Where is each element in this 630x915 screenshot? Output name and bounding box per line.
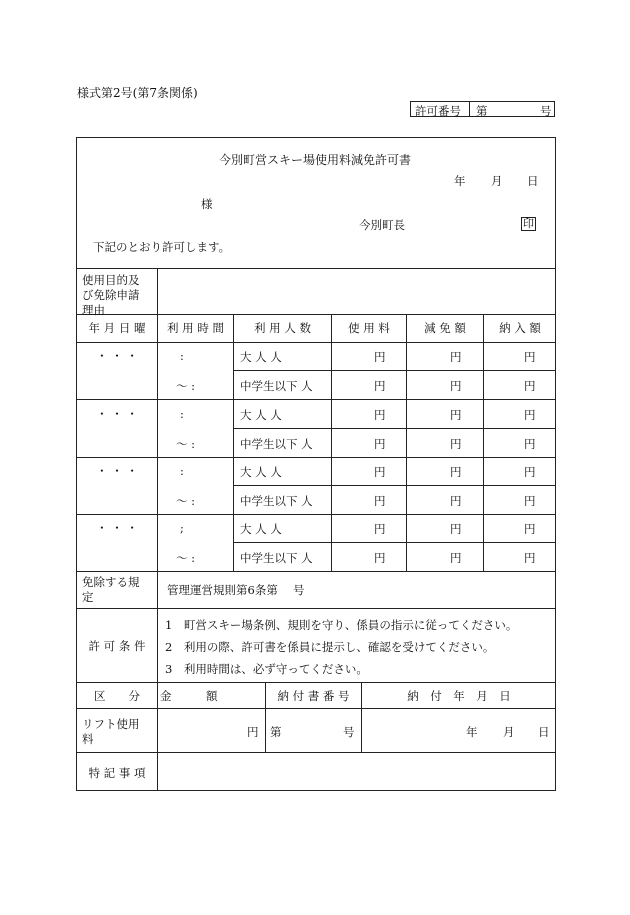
table-rule <box>233 370 556 371</box>
table-rule <box>331 314 332 571</box>
usage-start-time: : <box>180 349 184 363</box>
table-rule <box>76 571 556 572</box>
yen-unit: 円 <box>450 379 462 393</box>
receipt-suffix: 号 <box>343 725 355 739</box>
table-rule <box>76 752 556 753</box>
condition-item: 1 町営スキー場条例、規則を守り、係員の指示に従ってください。 <box>165 618 518 632</box>
yen-unit: 円 <box>450 465 462 479</box>
yen-unit: 円 <box>374 551 386 565</box>
table-rule <box>76 608 556 609</box>
usage-date: ・ ・ ・ <box>96 349 138 363</box>
table-rule <box>233 428 556 429</box>
col-header-persons: 利 用 人 数 <box>254 321 311 335</box>
payment-col-amount: 金 額 <box>160 689 218 703</box>
table-rule <box>76 457 556 458</box>
issuer-name: 今別町長 <box>359 218 405 232</box>
notice-body: 下記のとおり許可します。 <box>93 240 231 254</box>
col-header-date: 年 月 日 曜 <box>88 321 146 335</box>
payment-col-category: 区 分 <box>94 689 140 703</box>
addressee-suffix: 様 <box>201 197 213 211</box>
paid-date-day: 日 <box>538 725 550 739</box>
table-rule <box>76 708 556 709</box>
yen-unit: 円 <box>374 522 386 536</box>
payment-col-receipt: 納 付 書 番 号 <box>277 689 350 703</box>
conditions-label: 許 可 条 件 <box>88 639 146 653</box>
usage-end-time: ～ : <box>176 437 196 451</box>
lift-fee-label: 料 <box>82 732 94 746</box>
lift-fee-label: リフト使用 <box>82 717 140 731</box>
table-rule <box>157 268 158 791</box>
paid-date-month: 月 <box>503 725 515 739</box>
exemption-label: 定 <box>82 590 94 604</box>
permit-number-suffix: 号 <box>540 104 552 118</box>
yen-unit: 円 <box>524 551 536 565</box>
notice-date-month: 月 <box>491 174 503 188</box>
yen-unit: 円 <box>450 522 462 536</box>
usage-adult-count: 大 人 人 <box>240 465 282 479</box>
permit-number-label: 許可番号 <box>415 104 461 118</box>
yen-unit: 円 <box>450 551 462 565</box>
yen-unit: 円 <box>374 437 386 451</box>
yen-unit: 円 <box>450 408 462 422</box>
usage-adult-count: 大 人 人 <box>240 350 282 364</box>
yen-unit: 円 <box>374 465 386 479</box>
table-rule <box>233 314 234 571</box>
col-header-payment: 納 入 額 <box>499 321 541 335</box>
usage-adult-count: 大 人 人 <box>240 522 282 536</box>
col-header-time: 利 用 時 間 <box>167 321 224 335</box>
usage-adult-count: 大 人 人 <box>240 408 282 422</box>
receipt-prefix: 第 <box>270 725 282 739</box>
table-rule <box>483 314 484 571</box>
purpose-label: 使用目的及 <box>82 273 140 287</box>
condition-item: 2 利用の際、許可書を係員に提示し、確認を受けてください。 <box>165 640 495 654</box>
usage-end-time: ～ : <box>176 551 196 565</box>
remarks-label: 特 記 事 項 <box>88 766 146 780</box>
table-rule <box>406 314 407 571</box>
usage-end-time: ～ : <box>176 379 196 393</box>
yen-unit: 円 <box>524 465 536 479</box>
yen-unit: 円 <box>247 725 259 739</box>
purpose-label: 理由 <box>82 303 105 317</box>
form-label: 様式第2号(第7条関係) <box>77 86 198 100</box>
yen-unit: 円 <box>524 522 536 536</box>
yen-unit: 円 <box>450 437 462 451</box>
yen-unit: 円 <box>524 379 536 393</box>
yen-unit: 円 <box>524 437 536 451</box>
table-rule <box>76 268 556 269</box>
usage-end-time: ～ : <box>176 494 196 508</box>
table-rule <box>233 542 556 543</box>
payment-col-date: 納 付 年 月 日 <box>407 689 511 703</box>
usage-child-count: 中学生以下 人 <box>240 551 313 565</box>
yen-unit: 円 <box>524 350 536 364</box>
yen-unit: 円 <box>450 350 462 364</box>
purpose-label: び免除申請 <box>82 288 140 302</box>
notice-date-day: 日 <box>527 174 539 188</box>
yen-unit: 円 <box>374 350 386 364</box>
col-header-reduction: 減 免 額 <box>424 321 466 335</box>
usage-child-count: 中学生以下 人 <box>240 494 313 508</box>
usage-date: ・ ・ ・ <box>96 521 138 535</box>
document-title: 今別町営スキー場使用料減免許可書 <box>218 153 411 167</box>
yen-unit: 円 <box>524 408 536 422</box>
table-rule <box>76 314 556 315</box>
usage-child-count: 中学生以下 人 <box>240 379 313 393</box>
yen-unit: 円 <box>524 494 536 508</box>
usage-start-time: : <box>180 464 184 478</box>
yen-unit: 円 <box>374 494 386 508</box>
permit-number-box <box>410 101 555 117</box>
usage-start-time: : <box>180 407 184 421</box>
seal-mark: 印 <box>523 217 534 230</box>
table-rule <box>233 485 556 486</box>
col-header-fee: 使 用 料 <box>348 321 390 335</box>
usage-date: ・ ・ ・ <box>96 464 138 478</box>
usage-child-count: 中学生以下 人 <box>240 437 313 451</box>
yen-unit: 円 <box>374 408 386 422</box>
exemption-rule: 管理運営規則第6条第 号 <box>167 583 305 597</box>
usage-start-time: ; <box>180 521 184 535</box>
notice-date-year: 年 <box>454 174 466 188</box>
permit-number-prefix: 第 <box>476 104 488 118</box>
paid-date-year: 年 <box>466 725 478 739</box>
usage-date: ・ ・ ・ <box>96 407 138 421</box>
table-rule <box>76 399 556 400</box>
yen-unit: 円 <box>450 494 462 508</box>
table-rule <box>76 342 556 343</box>
table-rule <box>76 514 556 515</box>
divider <box>469 102 470 116</box>
yen-unit: 円 <box>374 379 386 393</box>
table-rule <box>76 682 556 683</box>
condition-item: 3 利用時間は、必ず守ってください。 <box>165 662 368 676</box>
exemption-label: 免除する規 <box>82 575 140 589</box>
